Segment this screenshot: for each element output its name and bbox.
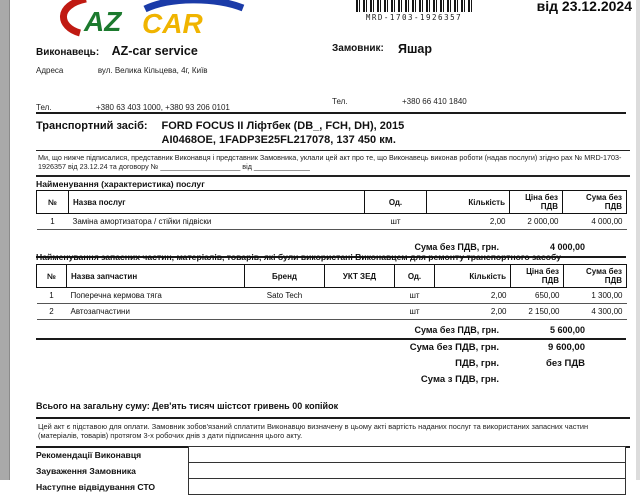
total-line-vat <box>36 358 585 369</box>
vehicle-info <box>162 119 405 147</box>
service-num: 1 <box>37 214 69 230</box>
scan-edge-right <box>636 0 640 480</box>
parts-total-value: 5 600,00 <box>549 325 585 335</box>
in-words-label: Всього на загальну суму: <box>36 401 150 411</box>
col-name: Назва послуг <box>69 191 365 214</box>
remarks-label: Зауваження Замовника <box>36 466 136 476</box>
parts-table <box>36 264 627 320</box>
service-price: 2 000,00 <box>510 214 563 230</box>
customer-phone: +380 66 410 1840 <box>402 97 467 106</box>
part-name: Поперечна кермова тяга <box>67 288 245 304</box>
total-label: ПДВ, грн. <box>455 358 499 369</box>
col-brand: Бренд <box>245 265 325 288</box>
part-num: 2 <box>37 304 67 320</box>
service-unit: шт <box>365 214 427 230</box>
col-name: Назва запчастин <box>67 265 245 288</box>
service-row <box>37 214 627 230</box>
part-unit: шт <box>395 304 435 320</box>
parts-section-title: Найменування запасних частин, матеріалів, товарів, які були використані Виконавцем для ремонту транспортного засобу <box>36 252 561 262</box>
services-section-title: Найменування (характеристика) послуг <box>36 179 626 191</box>
total-line-with-vat <box>36 374 585 385</box>
logo-red-swoosh <box>63 0 86 33</box>
part-qty: 2,00 <box>435 304 511 320</box>
next-visit-field <box>188 478 626 495</box>
col-unit: Од. <box>395 265 435 288</box>
vehicle-plate-vin: AI0468OE, 1FADP3E25FL217078, 137 450 км. <box>161 134 396 146</box>
recommendations-field <box>188 446 626 463</box>
service-sum: 4 000,00 <box>563 214 627 230</box>
part-ukt <box>325 288 395 304</box>
totals-section <box>36 342 585 390</box>
executor-phone-label: Тел. <box>36 103 52 112</box>
address-value: вул. Велика Кільцева, 4г, Київ <box>97 66 208 75</box>
col-price: Ціна без ПДВ <box>510 191 563 214</box>
services-total-label: Сума без ПДВ, грн. <box>414 242 499 252</box>
vehicle-label: Транспортний засіб: <box>36 120 148 132</box>
azcar-logo-graphic <box>50 0 245 38</box>
vehicle-model: FORD FOCUS II Ліфтбек (DB_, FCH, DH), 2015 <box>161 120 405 132</box>
company-logo <box>50 0 245 38</box>
parts-divider <box>36 338 626 340</box>
part-name: Автозапчастини <box>67 304 245 320</box>
header-divider <box>36 112 626 114</box>
services-total-row <box>36 242 585 252</box>
executor-phones: +380 63 403 1000, +380 93 206 0101 <box>95 103 230 112</box>
part-ukt <box>325 304 395 320</box>
service-qty: 2,00 <box>427 214 510 230</box>
part-brand: Sato Tech <box>245 288 325 304</box>
remarks-field <box>188 462 626 479</box>
total-in-words <box>36 401 626 411</box>
col-unit: Од. <box>365 191 427 214</box>
total-line-no-vat <box>36 342 585 353</box>
part-price: 2 150,00 <box>511 304 564 320</box>
customer-name: Яшар <box>398 42 432 56</box>
part-sum: 1 300,00 <box>564 288 627 304</box>
services-total-value: 4 000,00 <box>549 242 585 252</box>
total-label: Сума без ПДВ, грн. <box>409 342 499 353</box>
col-num: № <box>37 191 69 214</box>
parties-row <box>36 42 626 60</box>
part-row <box>37 288 627 304</box>
footer-section <box>36 447 626 495</box>
part-sum: 4 300,00 <box>564 304 627 320</box>
col-sum: Сума без ПДВ <box>563 191 627 214</box>
payment-terms: Цей акт є підставою для оплати. Замовник зобов'язаний сплатити Виконавцю визначену в цьому акті вартість наданих послуг та використаних запасних частин (матеріалів, товарів) протягом 3-х робочих днів з дати підписання цього акту. <box>36 417 630 448</box>
col-ukt: УКТ ЗЕД <box>325 265 395 288</box>
customer-phone-label: Тел. <box>332 97 348 106</box>
parts-total-row <box>36 325 585 335</box>
vehicle-section <box>36 119 626 147</box>
in-words-value: Дев'ять тисяч шістсот гривень 00 копійок <box>152 401 339 411</box>
logo-text-az: AZ <box>84 6 122 37</box>
services-header-row <box>37 191 627 214</box>
customer-label: Замовник: <box>332 43 384 54</box>
col-sum: Сума без ПДВ <box>564 265 627 288</box>
scan-edge-left <box>0 0 10 480</box>
col-qty: Кількість <box>427 191 510 214</box>
executor-name: AZ-car service <box>111 44 198 58</box>
next-visit-row <box>36 479 626 495</box>
next-visit-label: Наступне відвідування СТО <box>36 482 156 492</box>
part-row <box>37 304 627 320</box>
col-qty: Кількість <box>435 265 511 288</box>
act-preamble: Ми, що нижче підписалися, представник Виконавця і представник Замовника, уклали цей акт про те, що Виконавець виконав роботи (надав послуги) згідно рах № MRD-1703-1926357 від 23.12.24 та договору № ____________________ від ______________ <box>36 150 630 177</box>
total-value: без ПДВ <box>546 358 585 369</box>
parts-header-row <box>37 265 627 288</box>
logo-text-car: CAR <box>142 8 203 39</box>
barcode-label: MRD-1703-1926357 <box>365 13 463 22</box>
part-brand <box>245 304 325 320</box>
col-num: № <box>37 265 67 288</box>
executor-label: Виконавець: <box>36 47 100 58</box>
total-label: Сума з ПДВ, грн. <box>420 374 499 385</box>
part-unit: шт <box>395 288 435 304</box>
services-table <box>36 190 627 230</box>
parts-total-label: Сума без ПДВ, грн. <box>414 325 499 335</box>
recommendations-row <box>36 447 626 463</box>
recommendations-label: Рекомендації Виконавця <box>36 450 142 460</box>
remarks-row <box>36 463 626 479</box>
col-price: Ціна без ПДВ <box>511 265 564 288</box>
address-row <box>36 60 596 78</box>
part-qty: 2,00 <box>435 288 511 304</box>
barcode-image <box>356 0 472 12</box>
part-num: 1 <box>37 288 67 304</box>
service-name: Заміна амортизатора / стійки підвіски <box>69 214 365 230</box>
address-label: Адреса <box>36 66 64 75</box>
part-price: 650,00 <box>511 288 564 304</box>
document-date: від 23.12.2024 <box>536 0 632 14</box>
total-value: 9 600,00 <box>548 342 585 353</box>
